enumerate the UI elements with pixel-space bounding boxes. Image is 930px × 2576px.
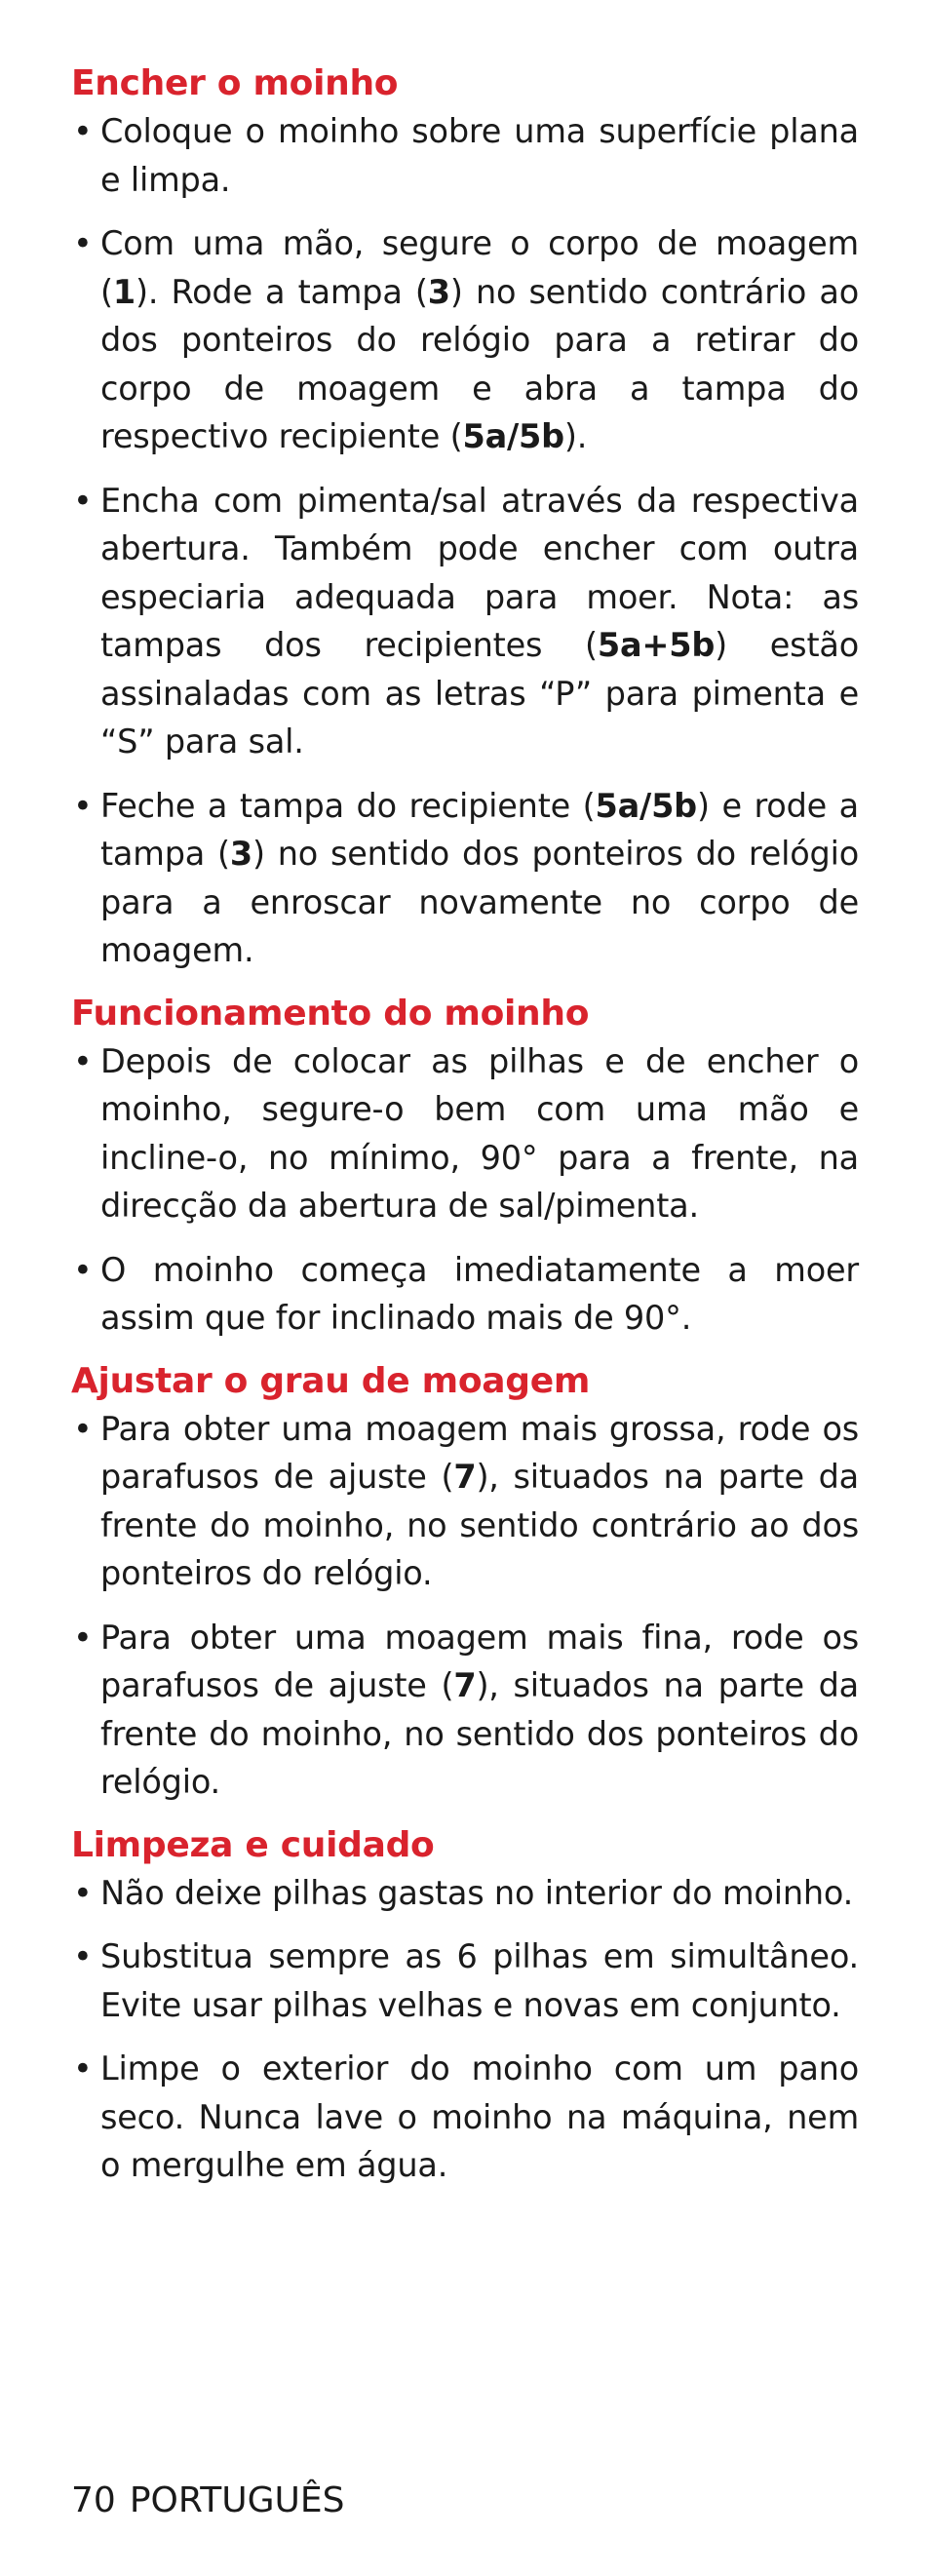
bullet-list xyxy=(71,1405,859,1807)
reference-number: 3 xyxy=(229,835,252,873)
section-heading: Limpeza e cuidado xyxy=(71,1824,435,1865)
section-funcionamento-do-moinho xyxy=(71,991,859,1343)
reference-number: 1 xyxy=(112,272,136,311)
section-limpeza-e-cuidado xyxy=(71,1822,859,2190)
section-heading: Ajustar o grau de moagem xyxy=(71,1360,591,1401)
manual-page xyxy=(71,60,859,2205)
reference-number: 7 xyxy=(453,1458,477,1496)
section-heading: Encher o moinho xyxy=(71,63,399,103)
section-ajustar-o-grau-de-moagem xyxy=(71,1358,859,1807)
page-number: 70 xyxy=(71,2480,116,2520)
reference-number: 5a/5b xyxy=(595,786,697,825)
list-item: • Limpe o exterior do moinho com um pano seco. Nunca lave o moinho na máquina, nem o mergulhe em água. xyxy=(71,2045,859,2190)
list-item: • Coloque o moinho sobre uma superfície plana e limpa. xyxy=(71,107,859,204)
list-item: • Para obter uma moagem mais grossa, rode os parafusos de ajuste (7), situados na parte da frente do moinho, no sentido contrário ao dos ponteiros do relógio. xyxy=(71,1405,859,1598)
bullet-list xyxy=(71,107,859,975)
reference-number: 7 xyxy=(453,1666,477,1704)
list-item: • Com uma mão, segure o corpo de moagem (1). Rode a tampa (3) no sentido contrário ao dos ponteiros do relógio para a retirar do corpo de moagem e abra a tampa do respectivo recipiente (5a/5b). xyxy=(71,219,859,461)
reference-number: 3 xyxy=(427,272,450,311)
section-heading: Funcionamento do moinho xyxy=(71,993,590,1034)
list-item: • Depois de colocar as pilhas e de encher o moinho, segure-o bem com uma mão e incline-o, no mínimo, 90° para a frente, na direcção da abertura de sal/pimenta. xyxy=(71,1037,859,1230)
list-item: • Para obter uma moagem mais fina, rode os parafusos de ajuste (7), situados na parte da frente do moinho, no sentido dos ponteiros do relógio. xyxy=(71,1614,859,1807)
list-item: • Encha com pimenta/sal através da respectiva abertura. Também pode encher com outra especiaria adequada para moer. Nota: as tampas dos recipientes (5a+5b) estão assinaladas com as letras “P” para pimenta e “S” para sal. xyxy=(71,477,859,766)
section-encher-o-moinho xyxy=(71,60,859,975)
list-item: • Substitua sempre as 6 pilhas em simultâneo. Evite usar pilhas velhas e novas em conjunto. xyxy=(71,1932,859,2029)
list-item: • O moinho começa imediatamente a moer assim que for inclinado mais de 90°. xyxy=(71,1246,859,1343)
reference-number: 5a/5b xyxy=(462,417,564,455)
list-item: • Não deixe pilhas gastas no interior do moinho. xyxy=(71,1869,859,1918)
bullet-list xyxy=(71,1037,859,1343)
list-item: • Feche a tampa do recipiente (5a/5b) e rode a tampa (3) no sentido dos ponteiros do relógio para a enroscar novamente no corpo de moagem. xyxy=(71,782,859,975)
reference-number: 5a+5b xyxy=(597,626,716,664)
page-footer xyxy=(71,2479,344,2522)
bullet-list xyxy=(71,1869,859,2190)
language-label: PORTUGUÊS xyxy=(129,2480,345,2520)
